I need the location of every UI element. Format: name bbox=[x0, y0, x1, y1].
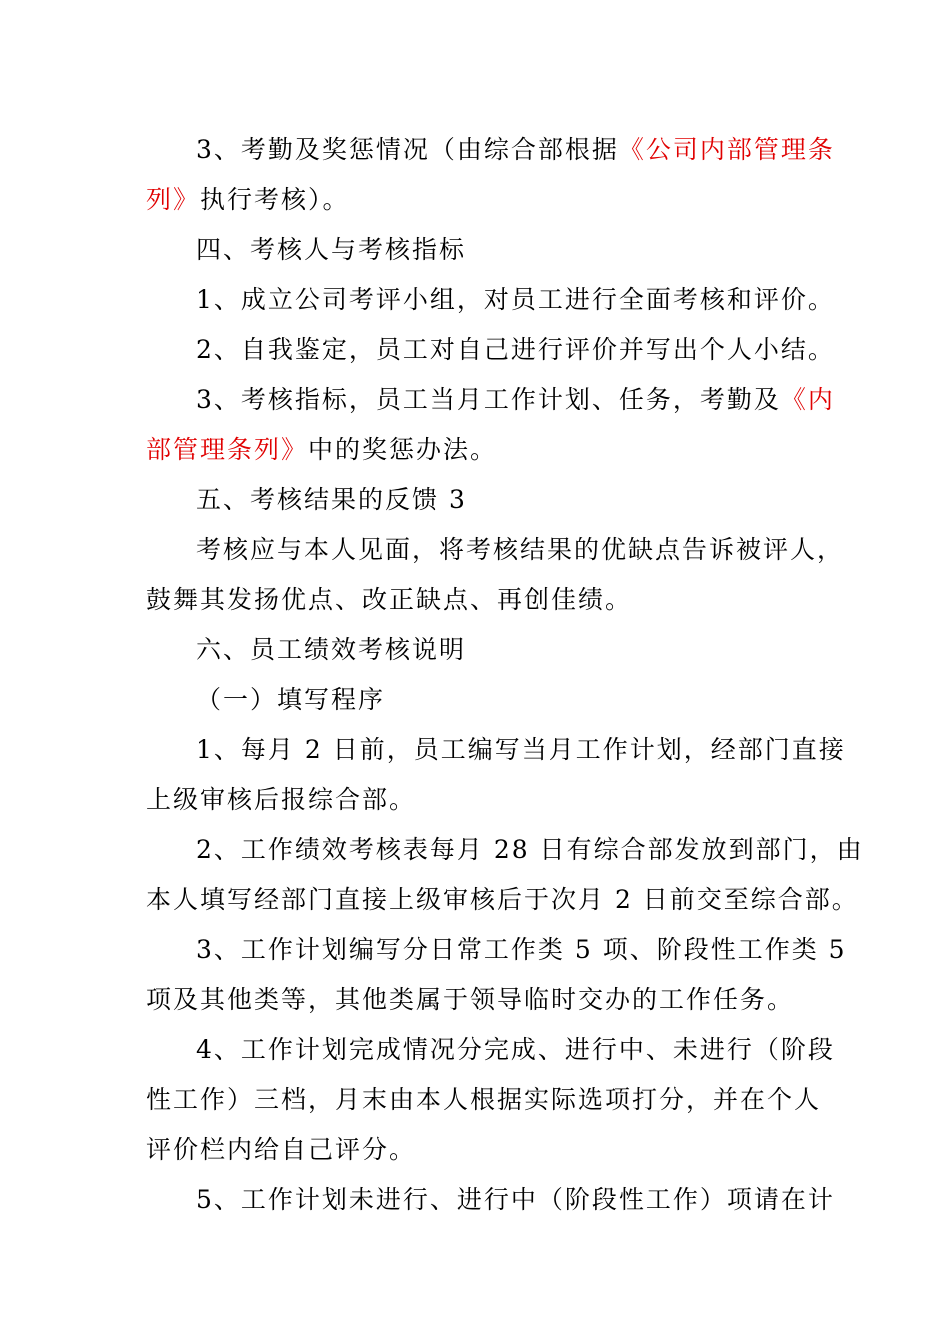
paragraph-line bbox=[196, 125, 835, 175]
section-heading bbox=[196, 625, 466, 675]
paragraph-line bbox=[146, 975, 794, 1025]
paragraph-line bbox=[196, 1025, 835, 1075]
highlighted-reference: 列》 bbox=[146, 185, 201, 214]
line-text: 性工作）三档，月末由本人根据实际选项打分，并在个人 bbox=[146, 1085, 822, 1114]
paragraph-line bbox=[196, 925, 847, 975]
paragraph-line bbox=[146, 1125, 416, 1175]
line-text: 项及其他类等，其他类属于领导临时交办的工作任务。 bbox=[146, 985, 795, 1014]
section-heading bbox=[196, 475, 467, 525]
paragraph-line bbox=[196, 1175, 835, 1225]
line-text: 2、自我鉴定，员工对自己进行评价并写出个人小结。 bbox=[196, 335, 835, 364]
paragraph-line bbox=[196, 275, 835, 325]
line-text: 上级审核后报综合部。 bbox=[146, 785, 417, 814]
line-text: 中的奖惩办法。 bbox=[308, 435, 498, 464]
paragraph-line bbox=[196, 725, 846, 775]
line-text: 3、考核指标，员工当月工作计划、任务，考勤及 bbox=[196, 385, 781, 414]
line-text: 四、考核人与考核指标 bbox=[196, 235, 467, 264]
line-text: 执行考核）。 bbox=[200, 185, 350, 214]
paragraph-line bbox=[196, 825, 864, 875]
paragraph-line bbox=[196, 525, 844, 575]
subsection-heading bbox=[196, 675, 385, 725]
highlighted-reference: 部管理条列》 bbox=[146, 435, 309, 464]
line-text: 考核应与本人见面，将考核结果的优缺点告诉被评人， bbox=[196, 535, 845, 564]
paragraph-line bbox=[146, 175, 350, 225]
line-text: 3、考勤及奖惩情况（由综合部根据 bbox=[196, 135, 619, 164]
paragraph-line bbox=[196, 325, 835, 375]
paragraph-line bbox=[146, 1075, 821, 1125]
section-heading bbox=[196, 225, 466, 275]
paragraph-line bbox=[146, 775, 416, 825]
line-text: 评价栏内给自己评分。 bbox=[146, 1135, 417, 1164]
line-text: 5、工作计划未进行、进行中（阶段性工作）项请在计 bbox=[196, 1185, 835, 1214]
line-text: 本人填写经部门直接上级审核后于次月 2 日前交至综合部。 bbox=[146, 885, 859, 914]
line-text: 五、考核结果的反馈 3 bbox=[196, 485, 467, 514]
line-text: （一）填写程序 bbox=[196, 685, 386, 714]
paragraph-line bbox=[146, 875, 859, 925]
paragraph-line bbox=[146, 575, 632, 625]
highlighted-reference: 《公司内部管理条 bbox=[618, 135, 835, 164]
highlighted-reference: 《内 bbox=[780, 385, 835, 414]
line-text: 六、员工绩效考核说明 bbox=[196, 635, 467, 664]
paragraph-line bbox=[196, 375, 835, 425]
line-text: 3、工作计划编写分日常工作类 5 项、阶段性工作类 5 bbox=[196, 935, 847, 964]
line-text: 2、工作绩效考核表每月 28 日有综合部发放到部门，由 bbox=[196, 835, 864, 864]
line-text: 1、成立公司考评小组，对员工进行全面考核和评价。 bbox=[196, 285, 835, 314]
line-text: 1、每月 2 日前，员工编写当月工作计划，经部门直接 bbox=[196, 735, 846, 764]
line-text: 鼓舞其发扬优点、改正缺点、再创佳绩。 bbox=[146, 585, 633, 614]
line-text: 4、工作计划完成情况分完成、进行中、未进行（阶段 bbox=[196, 1035, 835, 1064]
paragraph-line bbox=[146, 425, 497, 475]
